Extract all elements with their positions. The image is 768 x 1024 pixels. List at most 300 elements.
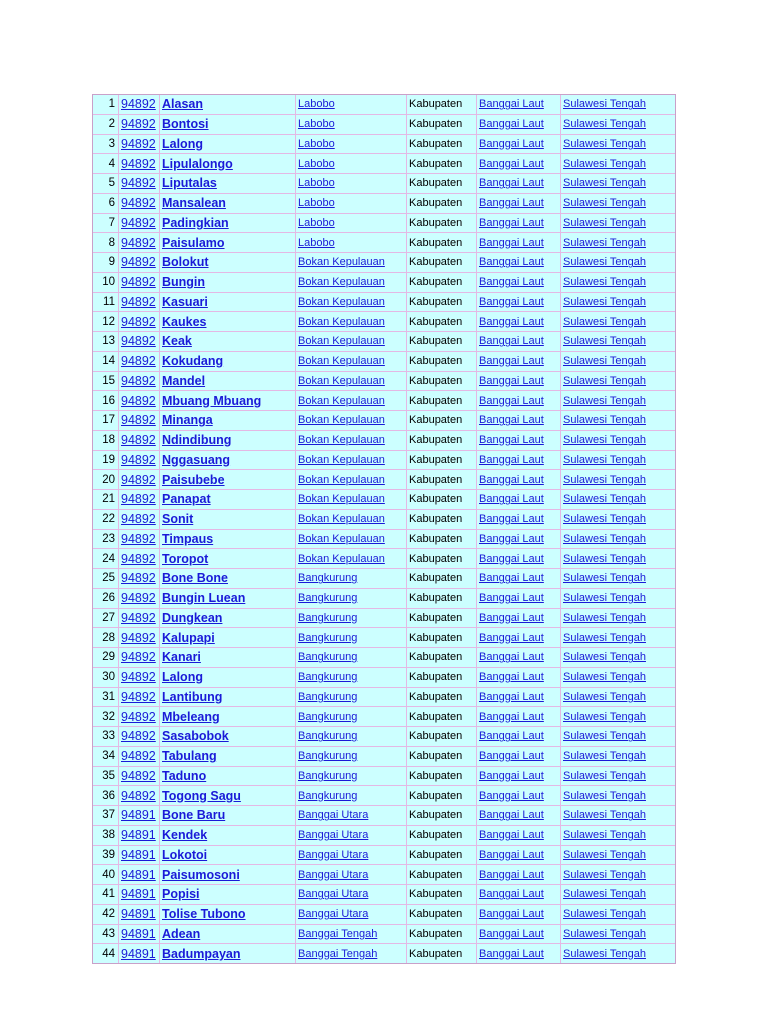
district-link[interactable]: Bangkurung: [298, 671, 358, 684]
province-link[interactable]: Sulawesi Tengah: [563, 750, 646, 763]
province-link[interactable]: Sulawesi Tengah: [563, 572, 646, 585]
postal-code-link[interactable]: 94892: [121, 354, 156, 369]
regency-link[interactable]: Banggai Laut: [479, 276, 544, 289]
district-link[interactable]: Bokan Kepulauan: [298, 532, 385, 545]
cell-no: [93, 767, 119, 787]
postal-code-link[interactable]: 94891: [121, 907, 156, 922]
province-link[interactable]: Sulawesi Tengah: [563, 434, 646, 447]
cell-kode: [119, 569, 160, 589]
postal-code-link[interactable]: 94891: [121, 867, 156, 882]
district-link[interactable]: Bokan Kepulauan: [298, 374, 385, 387]
district-link[interactable]: Bokan Kepulauan: [298, 295, 385, 308]
regency-type: Kabupaten: [409, 137, 463, 150]
cell-desa: [160, 707, 296, 727]
province-link[interactable]: Sulawesi Tengah: [563, 453, 646, 466]
district-link[interactable]: Bokan Kepulauan: [298, 493, 385, 506]
district-link[interactable]: Bokan Kepulauan: [298, 335, 385, 348]
cell-jenis: [407, 411, 477, 431]
postal-code-link[interactable]: 94892: [121, 551, 156, 566]
postal-code-link[interactable]: 94892: [121, 334, 156, 349]
regency-link[interactable]: Banggai Laut: [479, 651, 544, 664]
cell-kode: [119, 767, 160, 787]
regency-link[interactable]: Banggai Laut: [479, 216, 544, 229]
postal-code-link[interactable]: 94892: [121, 512, 156, 527]
regency-type: Kabupaten: [409, 908, 463, 921]
district-link[interactable]: Bokan Kepulauan: [298, 513, 385, 526]
postal-code-link[interactable]: 94891: [121, 926, 156, 941]
province-link[interactable]: Sulawesi Tengah: [563, 710, 646, 723]
district-link[interactable]: Banggai Utara: [298, 868, 369, 881]
province-link[interactable]: Sulawesi Tengah: [563, 493, 646, 506]
cell-jenis: [407, 905, 477, 925]
province-link[interactable]: Sulawesi Tengah: [563, 295, 646, 308]
province-link[interactable]: Sulawesi Tengah: [563, 216, 646, 229]
province-link[interactable]: Sulawesi Tengah: [563, 256, 646, 269]
village-link[interactable]: Lokotoi: [162, 847, 208, 862]
cell-desa: [160, 688, 296, 708]
postal-code-link[interactable]: 94892: [121, 196, 156, 211]
district-link[interactable]: Bangkurung: [298, 611, 358, 624]
cell-kecamatan: [296, 549, 407, 569]
province-link[interactable]: Sulawesi Tengah: [563, 631, 646, 644]
cell-kabupaten: [477, 431, 561, 451]
cell-kecamatan: [296, 806, 407, 826]
postal-code-link[interactable]: 94892: [121, 97, 156, 112]
district-link[interactable]: Labobo: [298, 236, 335, 249]
row-number: 42: [102, 908, 115, 921]
district-link[interactable]: Bokan Kepulauan: [298, 315, 385, 328]
village-link[interactable]: Mbeleang: [162, 709, 220, 724]
regency-link[interactable]: Banggai Laut: [479, 769, 544, 782]
postal-code-link[interactable]: 94891: [121, 887, 156, 902]
district-link[interactable]: Banggai Utara: [298, 809, 369, 822]
cell-desa: [160, 451, 296, 471]
postal-code-link[interactable]: 94892: [121, 689, 156, 704]
village-link[interactable]: Lipulalongo: [162, 156, 233, 171]
district-link[interactable]: Banggai Utara: [298, 908, 369, 921]
regency-link[interactable]: Banggai Laut: [479, 611, 544, 624]
district-link[interactable]: Bangkurung: [298, 769, 358, 782]
postal-code-link[interactable]: 94892: [121, 136, 156, 151]
district-link[interactable]: Labobo: [298, 216, 335, 229]
cell-desa: [160, 549, 296, 569]
province-link[interactable]: Sulawesi Tengah: [563, 552, 646, 565]
regency-link[interactable]: Banggai Laut: [479, 374, 544, 387]
cell-kabupaten: [477, 154, 561, 174]
province-link[interactable]: Sulawesi Tengah: [563, 157, 646, 170]
village-link[interactable]: Mansalean: [162, 196, 226, 211]
district-link[interactable]: Bangkurung: [298, 710, 358, 723]
province-link[interactable]: Sulawesi Tengah: [563, 671, 646, 684]
postal-code-link[interactable]: 94892: [121, 630, 156, 645]
postal-code-link[interactable]: 94891: [121, 808, 156, 823]
village-link[interactable]: Bolokut: [162, 255, 209, 270]
regency-type: Kabupaten: [409, 355, 463, 368]
row-number: 41: [102, 888, 115, 901]
province-link[interactable]: Sulawesi Tengah: [563, 829, 646, 842]
cell-no: [93, 925, 119, 945]
cell-jenis: [407, 154, 477, 174]
postal-code-link[interactable]: 94892: [121, 215, 156, 230]
village-link[interactable]: Ndindibung: [162, 433, 232, 448]
table-row: [93, 786, 675, 806]
village-link[interactable]: Bontosi: [162, 117, 209, 132]
cell-kecamatan: [296, 470, 407, 490]
province-link[interactable]: Sulawesi Tengah: [563, 690, 646, 703]
district-link[interactable]: Bangkurung: [298, 651, 358, 664]
postal-code-link[interactable]: 94892: [121, 670, 156, 685]
province-link[interactable]: Sulawesi Tengah: [563, 137, 646, 150]
cell-desa: [160, 332, 296, 352]
cell-jenis: [407, 747, 477, 767]
village-link[interactable]: Adean: [162, 926, 201, 941]
regency-link[interactable]: Banggai Laut: [479, 394, 544, 407]
cell-jenis: [407, 786, 477, 806]
province-link[interactable]: Sulawesi Tengah: [563, 394, 646, 407]
postal-code-link[interactable]: 94892: [121, 492, 156, 507]
cell-no: [93, 95, 119, 115]
province-link[interactable]: Sulawesi Tengah: [563, 592, 646, 605]
cell-no: [93, 549, 119, 569]
district-link[interactable]: Labobo: [298, 98, 335, 111]
cell-desa: [160, 846, 296, 866]
row-number: 21: [102, 493, 115, 506]
regency-link[interactable]: Banggai Laut: [479, 414, 544, 427]
postal-code-link[interactable]: 94892: [121, 768, 156, 783]
district-link[interactable]: Bangkurung: [298, 730, 358, 743]
province-link[interactable]: Sulawesi Tengah: [563, 789, 646, 802]
regency-type: Kabupaten: [409, 197, 463, 210]
province-link[interactable]: Sulawesi Tengah: [563, 651, 646, 664]
regency-link[interactable]: Banggai Laut: [479, 868, 544, 881]
regency-link[interactable]: Banggai Laut: [479, 750, 544, 763]
village-link[interactable]: Liputalas: [162, 176, 217, 191]
cell-provinsi: [561, 253, 675, 273]
province-link[interactable]: Sulawesi Tengah: [563, 513, 646, 526]
regency-link[interactable]: Banggai Laut: [479, 730, 544, 743]
regency-link[interactable]: Banggai Laut: [479, 157, 544, 170]
cell-jenis: [407, 332, 477, 352]
cell-kabupaten: [477, 885, 561, 905]
cell-kode: [119, 293, 160, 313]
district-link[interactable]: Bokan Kepulauan: [298, 434, 385, 447]
cell-kabupaten: [477, 312, 561, 332]
postal-code-link[interactable]: 94892: [121, 156, 156, 171]
postal-code-link[interactable]: 94892: [121, 176, 156, 191]
village-link[interactable]: Alasan: [162, 97, 203, 112]
cell-no: [93, 905, 119, 925]
row-number: 2: [108, 118, 115, 131]
regency-link[interactable]: Banggai Laut: [479, 315, 544, 328]
district-link[interactable]: Labobo: [298, 118, 335, 131]
postal-code-link[interactable]: 94892: [121, 255, 156, 270]
village-link[interactable]: Paisulamo: [162, 235, 225, 250]
province-link[interactable]: Sulawesi Tengah: [563, 611, 646, 624]
regency-type: Kabupaten: [409, 335, 463, 348]
village-link[interactable]: Timpaus: [162, 531, 214, 546]
village-link[interactable]: Lantibung: [162, 689, 223, 704]
village-link[interactable]: Tabulang: [162, 749, 217, 764]
cell-desa: [160, 767, 296, 787]
postal-code-link[interactable]: 94892: [121, 373, 156, 388]
cell-no: [93, 391, 119, 411]
regency-link[interactable]: Banggai Laut: [479, 552, 544, 565]
regency-link[interactable]: Banggai Laut: [479, 98, 544, 111]
village-link[interactable]: Kokudang: [162, 354, 224, 369]
district-link[interactable]: Bokan Kepulauan: [298, 394, 385, 407]
village-link[interactable]: Padingkian: [162, 215, 229, 230]
province-link[interactable]: Sulawesi Tengah: [563, 809, 646, 822]
regency-link[interactable]: Banggai Laut: [479, 848, 544, 861]
cell-kode: [119, 411, 160, 431]
cell-kode: [119, 826, 160, 846]
district-link[interactable]: Bokan Kepulauan: [298, 355, 385, 368]
postal-code-link[interactable]: 94891: [121, 847, 156, 862]
regency-link[interactable]: Banggai Laut: [479, 434, 544, 447]
village-link[interactable]: Kaukes: [162, 314, 207, 329]
province-link[interactable]: Sulawesi Tengah: [563, 335, 646, 348]
district-link[interactable]: Bangkurung: [298, 572, 358, 585]
province-link[interactable]: Sulawesi Tengah: [563, 947, 646, 960]
cell-kode: [119, 115, 160, 135]
province-link[interactable]: Sulawesi Tengah: [563, 118, 646, 131]
postal-code-link[interactable]: 94892: [121, 709, 156, 724]
cell-kabupaten: [477, 194, 561, 214]
province-link[interactable]: Sulawesi Tengah: [563, 888, 646, 901]
province-link[interactable]: Sulawesi Tengah: [563, 532, 646, 545]
postal-code-link[interactable]: 94892: [121, 729, 156, 744]
district-link[interactable]: Bangkurung: [298, 631, 358, 644]
cell-provinsi: [561, 332, 675, 352]
regency-link[interactable]: Banggai Laut: [479, 710, 544, 723]
district-link[interactable]: Labobo: [298, 157, 335, 170]
regency-link[interactable]: Banggai Laut: [479, 927, 544, 940]
regency-type: Kabupaten: [409, 829, 463, 842]
table-row: [93, 806, 675, 826]
postal-code-link[interactable]: 94892: [121, 393, 156, 408]
province-link[interactable]: Sulawesi Tengah: [563, 473, 646, 486]
cell-provinsi: [561, 312, 675, 332]
district-link[interactable]: Bokan Kepulauan: [298, 552, 385, 565]
cell-kecamatan: [296, 786, 407, 806]
postal-code-link[interactable]: 94892: [121, 117, 156, 132]
province-link[interactable]: Sulawesi Tengah: [563, 868, 646, 881]
village-link[interactable]: Popisi: [162, 887, 200, 902]
cell-provinsi: [561, 233, 675, 253]
cell-provinsi: [561, 707, 675, 727]
postal-code-link[interactable]: 94892: [121, 610, 156, 625]
village-link[interactable]: Kalupapi: [162, 630, 215, 645]
district-link[interactable]: Labobo: [298, 137, 335, 150]
district-link[interactable]: Banggai Utara: [298, 848, 369, 861]
district-link[interactable]: Banggai Tengah: [298, 927, 378, 940]
village-link[interactable]: Togong Sagu: [162, 788, 241, 803]
postal-code-link[interactable]: 94892: [121, 452, 156, 467]
regency-link[interactable]: Banggai Laut: [479, 295, 544, 308]
postal-code-link[interactable]: 94892: [121, 571, 156, 586]
village-link[interactable]: Nggasuang: [162, 452, 231, 467]
district-link[interactable]: Bokan Kepulauan: [298, 414, 385, 427]
postal-code-link[interactable]: 94892: [121, 413, 156, 428]
postal-code-link[interactable]: 94892: [121, 788, 156, 803]
regency-link[interactable]: Banggai Laut: [479, 532, 544, 545]
district-link[interactable]: Bokan Kepulauan: [298, 256, 385, 269]
village-link[interactable]: Bungin: [162, 275, 206, 290]
postal-code-link[interactable]: 94892: [121, 314, 156, 329]
district-link[interactable]: Bangkurung: [298, 750, 358, 763]
regency-link[interactable]: Banggai Laut: [479, 197, 544, 210]
row-number: 19: [102, 453, 115, 466]
district-link[interactable]: Bokan Kepulauan: [298, 473, 385, 486]
province-link[interactable]: Sulawesi Tengah: [563, 236, 646, 249]
table-row: [93, 253, 675, 273]
postal-code-link[interactable]: 94892: [121, 749, 156, 764]
cell-jenis: [407, 352, 477, 372]
regency-link[interactable]: Banggai Laut: [479, 888, 544, 901]
regency-link[interactable]: Banggai Laut: [479, 631, 544, 644]
postal-code-link[interactable]: 94892: [121, 235, 156, 250]
regency-link[interactable]: Banggai Laut: [479, 908, 544, 921]
regency-link[interactable]: Banggai Laut: [479, 493, 544, 506]
regency-link[interactable]: Banggai Laut: [479, 829, 544, 842]
cell-desa: [160, 391, 296, 411]
regency-link[interactable]: Banggai Laut: [479, 236, 544, 249]
district-link[interactable]: Bangkurung: [298, 789, 358, 802]
table-row: [93, 885, 675, 905]
province-link[interactable]: Sulawesi Tengah: [563, 315, 646, 328]
village-link[interactable]: Bone Bone: [162, 571, 228, 586]
province-link[interactable]: Sulawesi Tengah: [563, 414, 646, 427]
district-link[interactable]: Banggai Utara: [298, 888, 369, 901]
cell-jenis: [407, 293, 477, 313]
village-link[interactable]: Paisumosoni: [162, 867, 240, 882]
district-link[interactable]: Labobo: [298, 177, 335, 190]
village-link[interactable]: Toropot: [162, 551, 209, 566]
village-link[interactable]: Lalong: [162, 136, 203, 151]
regency-link[interactable]: Banggai Laut: [479, 355, 544, 368]
regency-link[interactable]: Banggai Laut: [479, 453, 544, 466]
cell-desa: [160, 233, 296, 253]
regency-link[interactable]: Banggai Laut: [479, 513, 544, 526]
regency-link[interactable]: Banggai Laut: [479, 137, 544, 150]
postal-code-link[interactable]: 94892: [121, 433, 156, 448]
row-number: 4: [108, 157, 115, 170]
district-link[interactable]: Bokan Kepulauan: [298, 276, 385, 289]
village-link[interactable]: Mbuang Mbuang: [162, 393, 262, 408]
village-link[interactable]: Lalong: [162, 670, 203, 685]
regency-type: Kabupaten: [409, 927, 463, 940]
district-link[interactable]: Banggai Tengah: [298, 947, 378, 960]
regency-link[interactable]: Banggai Laut: [479, 690, 544, 703]
province-link[interactable]: Sulawesi Tengah: [563, 197, 646, 210]
row-number: 5: [108, 177, 115, 190]
cell-provinsi: [561, 549, 675, 569]
postal-code-link[interactable]: 94891: [121, 828, 156, 843]
province-link[interactable]: Sulawesi Tengah: [563, 730, 646, 743]
village-link[interactable]: Kendek: [162, 828, 208, 843]
cell-provinsi: [561, 826, 675, 846]
province-link[interactable]: Sulawesi Tengah: [563, 848, 646, 861]
cell-no: [93, 846, 119, 866]
postal-code-link[interactable]: 94892: [121, 650, 156, 665]
table-row: [93, 372, 675, 392]
village-link[interactable]: Taduno: [162, 768, 207, 783]
province-link[interactable]: Sulawesi Tengah: [563, 769, 646, 782]
regency-link[interactable]: Banggai Laut: [479, 947, 544, 960]
regency-link[interactable]: Banggai Laut: [479, 177, 544, 190]
province-link[interactable]: Sulawesi Tengah: [563, 355, 646, 368]
village-link[interactable]: Mandel: [162, 373, 206, 388]
regency-link[interactable]: Banggai Laut: [479, 789, 544, 802]
district-link[interactable]: Bangkurung: [298, 690, 358, 703]
village-link[interactable]: Kasuari: [162, 294, 208, 309]
postal-code-link[interactable]: 94892: [121, 275, 156, 290]
regency-link[interactable]: Banggai Laut: [479, 592, 544, 605]
province-link[interactable]: Sulawesi Tengah: [563, 276, 646, 289]
cell-desa: [160, 747, 296, 767]
village-link[interactable]: Bungin Luean: [162, 591, 246, 606]
village-link[interactable]: Keak: [162, 334, 192, 349]
postal-code-link[interactable]: 94892: [121, 472, 156, 487]
regency-link[interactable]: Banggai Laut: [479, 572, 544, 585]
cell-jenis: [407, 569, 477, 589]
regency-type: Kabupaten: [409, 809, 463, 822]
province-link[interactable]: Sulawesi Tengah: [563, 927, 646, 940]
district-link[interactable]: Bokan Kepulauan: [298, 453, 385, 466]
cell-kode: [119, 352, 160, 372]
district-link[interactable]: Bangkurung: [298, 592, 358, 605]
postal-code-link[interactable]: 94892: [121, 294, 156, 309]
cell-jenis: [407, 391, 477, 411]
village-link[interactable]: Dungkean: [162, 610, 223, 625]
province-link[interactable]: Sulawesi Tengah: [563, 908, 646, 921]
province-link[interactable]: Sulawesi Tengah: [563, 98, 646, 111]
village-link[interactable]: Badumpayan: [162, 946, 241, 961]
village-link[interactable]: Bone Baru: [162, 808, 226, 823]
district-link[interactable]: Labobo: [298, 197, 335, 210]
regency-link[interactable]: Banggai Laut: [479, 473, 544, 486]
cell-kabupaten: [477, 569, 561, 589]
village-link[interactable]: Panapat: [162, 492, 211, 507]
province-link[interactable]: Sulawesi Tengah: [563, 374, 646, 387]
regency-type: Kabupaten: [409, 394, 463, 407]
province-link[interactable]: Sulawesi Tengah: [563, 177, 646, 190]
table-body: [93, 95, 675, 963]
postal-code-link[interactable]: 94892: [121, 591, 156, 606]
postal-code-link[interactable]: 94892: [121, 531, 156, 546]
district-link[interactable]: Banggai Utara: [298, 829, 369, 842]
village-link[interactable]: Tolise Tubono: [162, 907, 246, 922]
row-number: 32: [102, 710, 115, 723]
cell-no: [93, 273, 119, 293]
village-link[interactable]: Sasabobok: [162, 729, 229, 744]
table-row: [93, 352, 675, 372]
cell-kecamatan: [296, 431, 407, 451]
regency-link[interactable]: Banggai Laut: [479, 671, 544, 684]
village-link[interactable]: Sonit: [162, 512, 194, 527]
cell-desa: [160, 925, 296, 945]
postal-code-link[interactable]: 94891: [121, 946, 156, 961]
row-number: 37: [102, 809, 115, 822]
regency-link[interactable]: Banggai Laut: [479, 809, 544, 822]
regency-link[interactable]: Banggai Laut: [479, 335, 544, 348]
cell-kode: [119, 589, 160, 609]
village-link[interactable]: Paisubebe: [162, 472, 225, 487]
regency-link[interactable]: Banggai Laut: [479, 256, 544, 269]
regency-link[interactable]: Banggai Laut: [479, 118, 544, 131]
village-link[interactable]: Kanari: [162, 650, 201, 665]
village-link[interactable]: Minanga: [162, 413, 213, 428]
